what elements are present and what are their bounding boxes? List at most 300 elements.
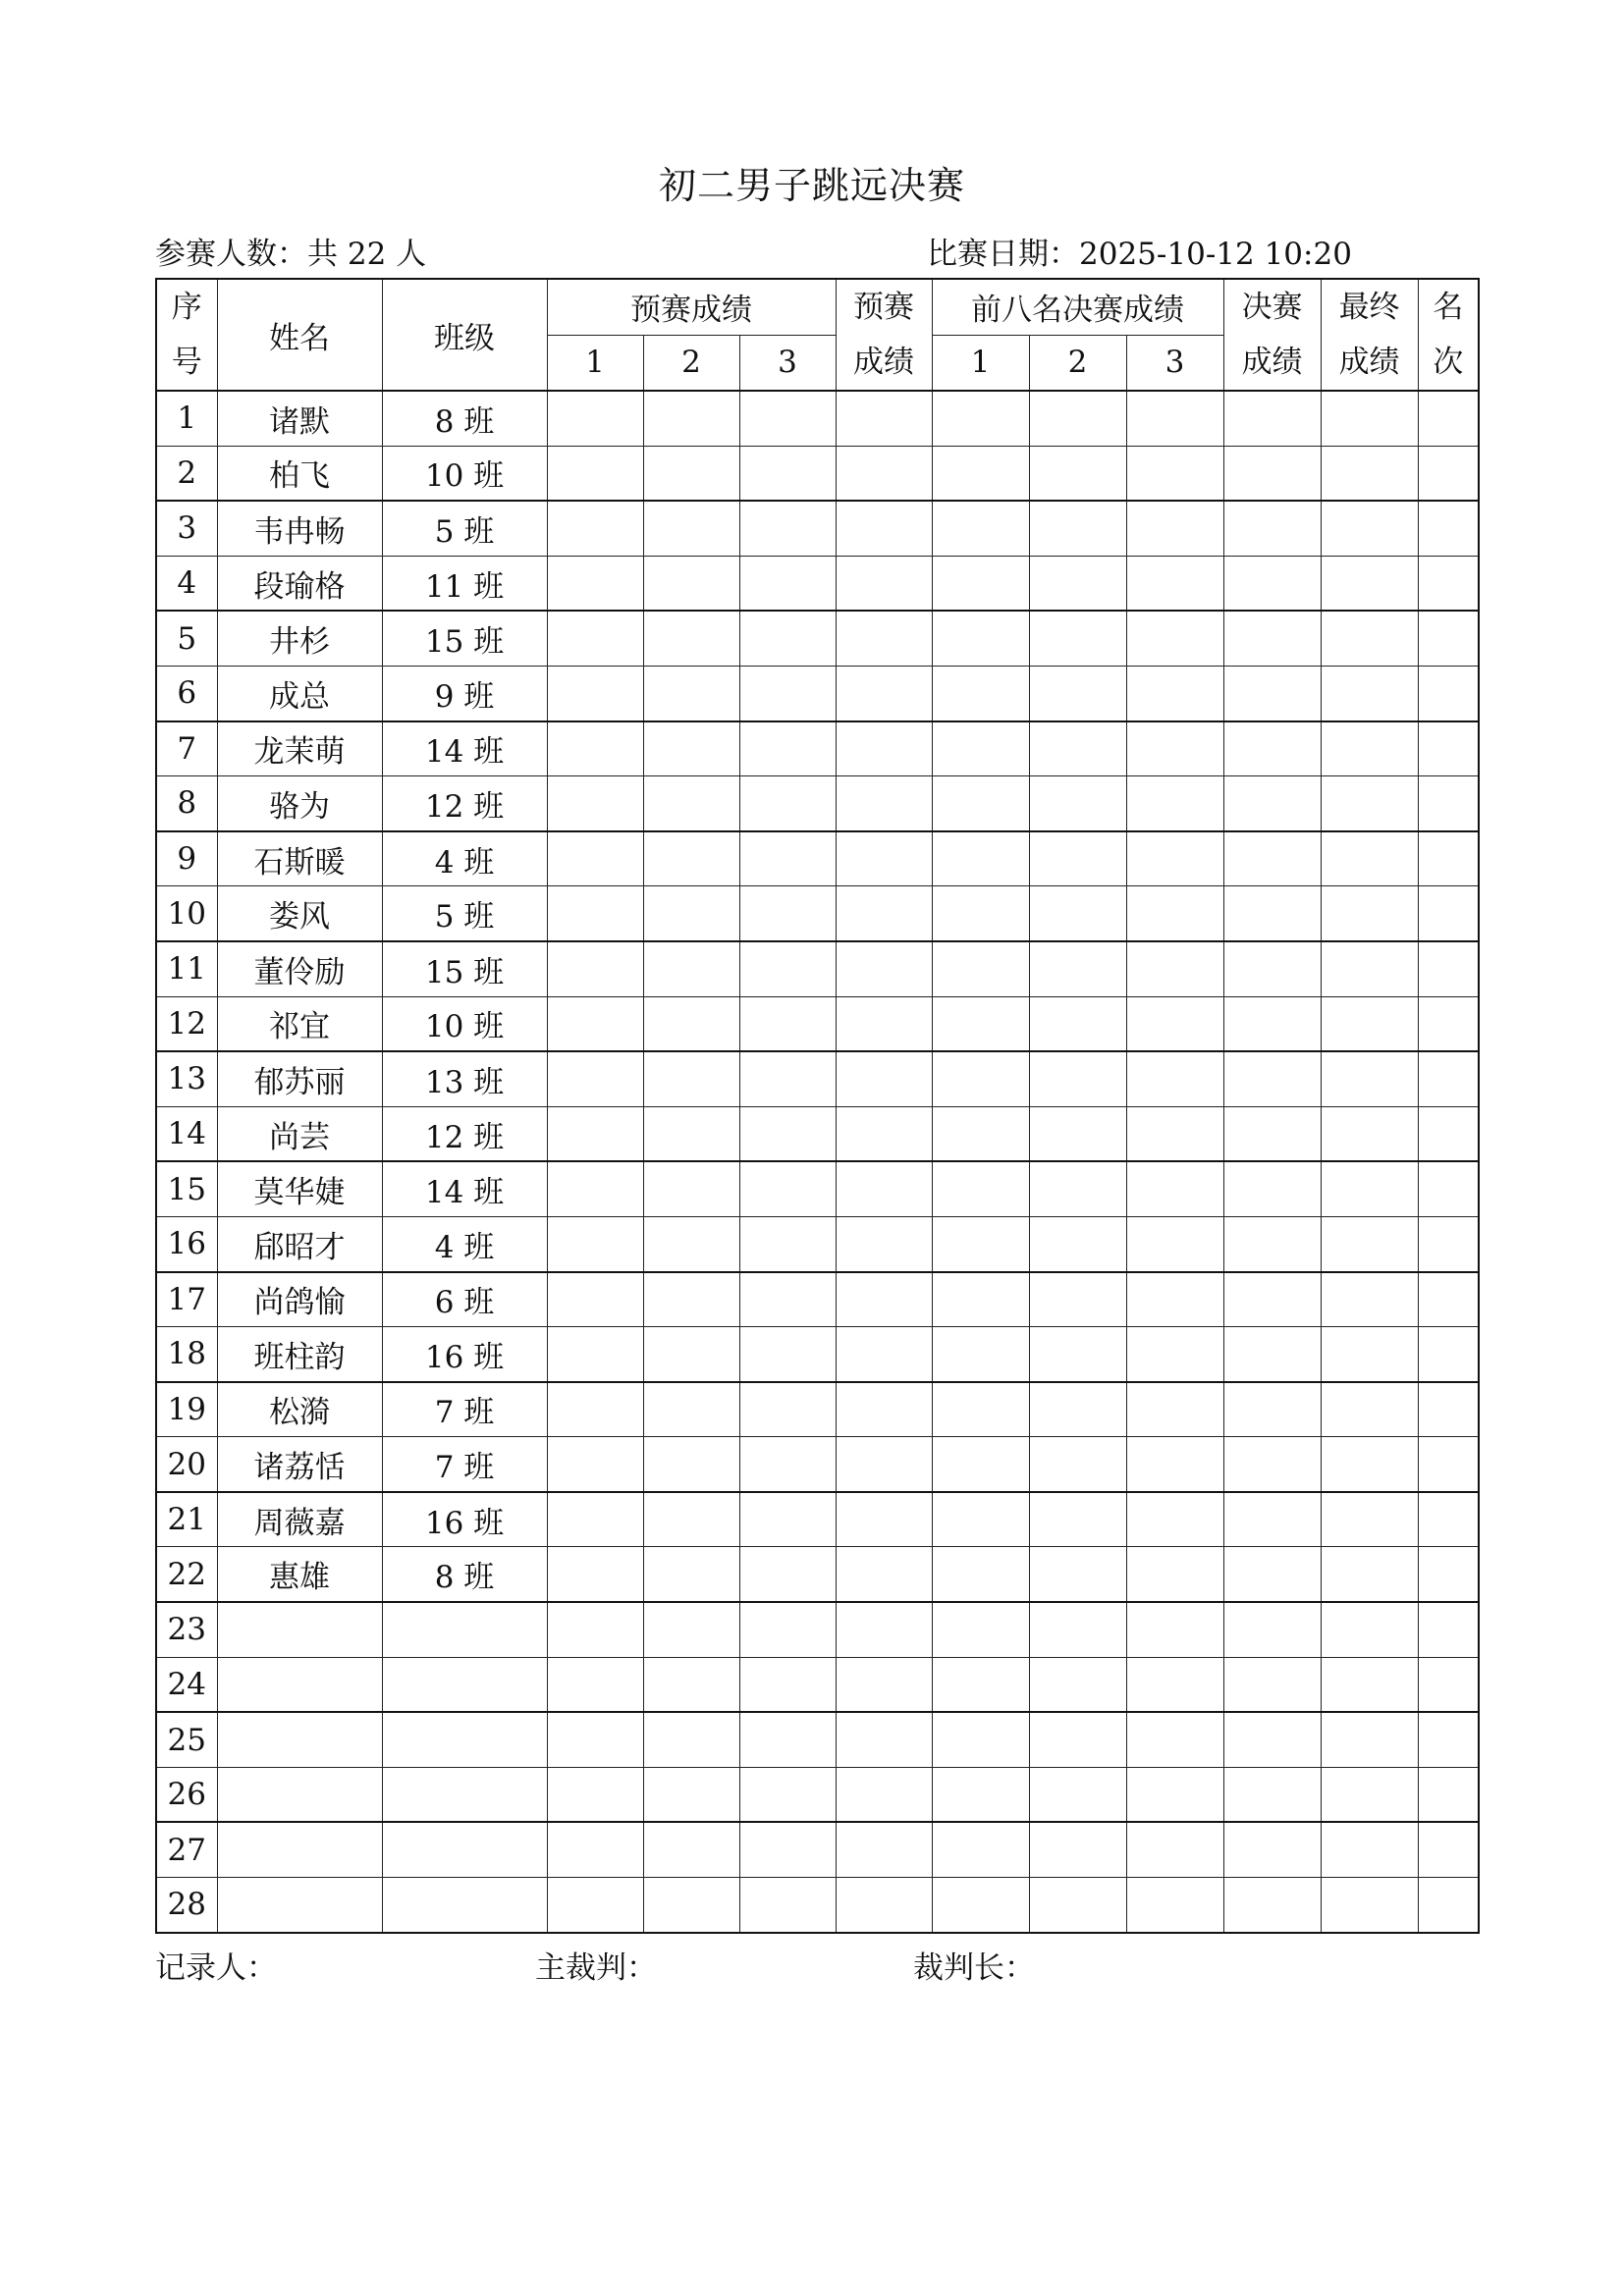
row-number: 3 bbox=[156, 501, 217, 556]
rank-cell[interactable] bbox=[1418, 1161, 1479, 1216]
prelim-attempt-1-cell[interactable] bbox=[547, 1712, 643, 1767]
final8-attempt-1-cell[interactable] bbox=[932, 996, 1029, 1051]
final-result-cell[interactable] bbox=[1223, 1547, 1321, 1602]
final-result-cell[interactable] bbox=[1223, 1822, 1321, 1877]
final-result-cell[interactable] bbox=[1223, 391, 1321, 446]
prelim-attempt-3-cell[interactable] bbox=[739, 831, 836, 886]
prelim-result-cell[interactable] bbox=[836, 831, 932, 886]
prelim-attempt-3-cell[interactable] bbox=[739, 1106, 836, 1161]
prelim-result-cell[interactable] bbox=[836, 391, 932, 446]
prelim-attempt-1-cell[interactable] bbox=[547, 721, 643, 776]
prelim-attempt-1-cell[interactable] bbox=[547, 446, 643, 501]
rank-cell[interactable] bbox=[1418, 1767, 1479, 1822]
final8-attempt-3-cell[interactable] bbox=[1126, 1216, 1223, 1271]
table-row bbox=[156, 1272, 1479, 1327]
prelim-result-cell[interactable] bbox=[836, 1437, 932, 1492]
prelim-attempt-2-cell[interactable] bbox=[643, 886, 739, 941]
overall-result-cell[interactable] bbox=[1321, 1767, 1418, 1822]
prelim-result-cell[interactable] bbox=[836, 996, 932, 1051]
final8-attempt-2-cell[interactable] bbox=[1029, 1051, 1126, 1106]
prelim-attempt-3-cell[interactable] bbox=[739, 941, 836, 996]
final-result-cell[interactable] bbox=[1223, 886, 1321, 941]
final8-attempt-3-cell[interactable] bbox=[1126, 1161, 1223, 1216]
final8-attempt-2-cell[interactable] bbox=[1029, 1216, 1126, 1271]
rank-cell[interactable] bbox=[1418, 666, 1479, 721]
final8-attempt-3-cell[interactable] bbox=[1126, 391, 1223, 446]
final8-attempt-1-cell[interactable] bbox=[932, 1822, 1029, 1877]
final-result-cell[interactable] bbox=[1223, 1106, 1321, 1161]
prelim-attempt-3-cell[interactable] bbox=[739, 1712, 836, 1767]
prelim-attempt-1-cell[interactable] bbox=[547, 1272, 643, 1327]
prelim-result-cell[interactable] bbox=[836, 1106, 932, 1161]
rank-cell[interactable] bbox=[1418, 1272, 1479, 1327]
overall-result-cell[interactable] bbox=[1321, 1437, 1418, 1492]
prelim-attempt-1-cell[interactable] bbox=[547, 776, 643, 831]
prelim-result-cell[interactable] bbox=[836, 886, 932, 941]
final8-attempt-2-cell[interactable] bbox=[1029, 1382, 1126, 1437]
prelim-result-cell[interactable] bbox=[836, 556, 932, 611]
overall-result-cell[interactable] bbox=[1321, 941, 1418, 996]
prelim-attempt-3-cell[interactable] bbox=[739, 446, 836, 501]
final8-attempt-3-cell[interactable] bbox=[1126, 1767, 1223, 1822]
final8-attempt-1-cell[interactable] bbox=[932, 556, 1029, 611]
overall-result-cell[interactable] bbox=[1321, 1712, 1418, 1767]
prelim-attempt-3-cell[interactable] bbox=[739, 1822, 836, 1877]
overall-result-cell[interactable] bbox=[1321, 886, 1418, 941]
final8-attempt-1-cell[interactable] bbox=[932, 1382, 1029, 1437]
final8-attempt-3-cell[interactable] bbox=[1126, 1712, 1223, 1767]
final-result-cell[interactable] bbox=[1223, 666, 1321, 721]
prelim-attempt-1-cell[interactable] bbox=[547, 1051, 643, 1106]
prelim-result-cell[interactable] bbox=[836, 1657, 932, 1712]
final8-attempt-1-cell[interactable] bbox=[932, 1657, 1029, 1712]
overall-result-cell[interactable] bbox=[1321, 666, 1418, 721]
header-final8-attempt-1: 1 bbox=[932, 335, 1029, 391]
final8-attempt-1-cell[interactable] bbox=[932, 1272, 1029, 1327]
final-result-cell[interactable] bbox=[1223, 776, 1321, 831]
final-result-cell[interactable] bbox=[1223, 1767, 1321, 1822]
prelim-attempt-3-cell[interactable] bbox=[739, 556, 836, 611]
final8-attempt-3-cell[interactable] bbox=[1126, 1437, 1223, 1492]
rank-cell[interactable] bbox=[1418, 1216, 1479, 1271]
overall-result-cell[interactable] bbox=[1321, 391, 1418, 446]
prelim-attempt-2-cell[interactable] bbox=[643, 1878, 739, 1933]
prelim-attempt-1-cell[interactable] bbox=[547, 611, 643, 666]
prelim-attempt-1-cell[interactable] bbox=[547, 941, 643, 996]
prelim-attempt-2-cell[interactable] bbox=[643, 1216, 739, 1271]
prelim-attempt-3-cell[interactable] bbox=[739, 1657, 836, 1712]
prelim-result-cell[interactable] bbox=[836, 446, 932, 501]
prelim-result-cell[interactable] bbox=[836, 1712, 932, 1767]
prelim-attempt-2-cell[interactable] bbox=[643, 556, 739, 611]
prelim-attempt-2-cell[interactable] bbox=[643, 1492, 739, 1547]
final-result-cell[interactable] bbox=[1223, 1657, 1321, 1712]
prelim-attempt-2-cell[interactable] bbox=[643, 501, 739, 556]
prelim-attempt-3-cell[interactable] bbox=[739, 1327, 836, 1382]
row-number: 26 bbox=[156, 1767, 217, 1822]
prelim-attempt-3-cell[interactable] bbox=[739, 721, 836, 776]
prelim-result-cell[interactable] bbox=[836, 941, 932, 996]
final8-attempt-1-cell[interactable] bbox=[932, 1216, 1029, 1271]
prelim-attempt-1-cell[interactable] bbox=[547, 1822, 643, 1877]
final8-attempt-1-cell[interactable] bbox=[932, 1602, 1029, 1657]
prelim-attempt-1-cell[interactable] bbox=[547, 1161, 643, 1216]
final-result-cell[interactable] bbox=[1223, 831, 1321, 886]
final8-attempt-1-cell[interactable] bbox=[932, 1878, 1029, 1933]
rank-cell[interactable] bbox=[1418, 1327, 1479, 1382]
final8-attempt-2-cell[interactable] bbox=[1029, 391, 1126, 446]
final8-attempt-1-cell[interactable] bbox=[932, 446, 1029, 501]
final-result-cell[interactable] bbox=[1223, 721, 1321, 776]
rank-cell[interactable] bbox=[1418, 1051, 1479, 1106]
prelim-attempt-2-cell[interactable] bbox=[643, 1547, 739, 1602]
prelim-result-cell[interactable] bbox=[836, 1382, 932, 1437]
overall-result-cell[interactable] bbox=[1321, 1327, 1418, 1382]
prelim-attempt-1-cell[interactable] bbox=[547, 1437, 643, 1492]
table-row bbox=[156, 1327, 1479, 1382]
final8-attempt-1-cell[interactable] bbox=[932, 721, 1029, 776]
row-number: 27 bbox=[156, 1822, 217, 1877]
final8-attempt-3-cell[interactable] bbox=[1126, 1657, 1223, 1712]
overall-result-cell[interactable] bbox=[1321, 1106, 1418, 1161]
prelim-attempt-2-cell[interactable] bbox=[643, 1106, 739, 1161]
prelim-attempt-3-cell[interactable] bbox=[739, 776, 836, 831]
final8-attempt-1-cell[interactable] bbox=[932, 1161, 1029, 1216]
table-row bbox=[156, 446, 1479, 501]
header-final-result: 决赛 成绩 bbox=[1223, 279, 1321, 391]
prelim-attempt-3-cell[interactable] bbox=[739, 1878, 836, 1933]
final8-attempt-3-cell[interactable] bbox=[1126, 1602, 1223, 1657]
final8-attempt-1-cell[interactable] bbox=[932, 1547, 1029, 1602]
final8-attempt-3-cell[interactable] bbox=[1126, 1327, 1223, 1382]
final8-attempt-1-cell[interactable] bbox=[932, 831, 1029, 886]
final8-attempt-2-cell[interactable] bbox=[1029, 1161, 1126, 1216]
final8-attempt-3-cell[interactable] bbox=[1126, 941, 1223, 996]
rank-cell[interactable] bbox=[1418, 501, 1479, 556]
prelim-attempt-3-cell[interactable] bbox=[739, 1272, 836, 1327]
prelim-attempt-1-cell[interactable] bbox=[547, 1492, 643, 1547]
final8-attempt-1-cell[interactable] bbox=[932, 1767, 1029, 1822]
overall-result-cell[interactable] bbox=[1321, 776, 1418, 831]
final8-attempt-3-cell[interactable] bbox=[1126, 1051, 1223, 1106]
final8-attempt-2-cell[interactable] bbox=[1029, 1272, 1126, 1327]
prelim-attempt-3-cell[interactable] bbox=[739, 391, 836, 446]
overall-result-cell[interactable] bbox=[1321, 1216, 1418, 1271]
final8-attempt-2-cell[interactable] bbox=[1029, 501, 1126, 556]
final8-attempt-2-cell[interactable] bbox=[1029, 1822, 1126, 1877]
row-number: 23 bbox=[156, 1602, 217, 1657]
final-result-cell[interactable] bbox=[1223, 1712, 1321, 1767]
prelim-result-cell[interactable] bbox=[836, 1272, 932, 1327]
final8-attempt-1-cell[interactable] bbox=[932, 886, 1029, 941]
final8-attempt-1-cell[interactable] bbox=[932, 1492, 1029, 1547]
final8-attempt-3-cell[interactable] bbox=[1126, 501, 1223, 556]
overall-result-cell[interactable] bbox=[1321, 721, 1418, 776]
prelim-attempt-3-cell[interactable] bbox=[739, 1216, 836, 1271]
prelim-result-cell[interactable] bbox=[836, 1547, 932, 1602]
final-result-cell[interactable] bbox=[1223, 611, 1321, 666]
athlete-class: 11 班 bbox=[382, 556, 547, 611]
prelim-attempt-2-cell[interactable] bbox=[643, 1437, 739, 1492]
overall-result-cell[interactable] bbox=[1321, 1822, 1418, 1877]
final8-attempt-3-cell[interactable] bbox=[1126, 446, 1223, 501]
final8-attempt-2-cell[interactable] bbox=[1029, 1437, 1126, 1492]
final8-attempt-2-cell[interactable] bbox=[1029, 556, 1126, 611]
overall-result-cell[interactable] bbox=[1321, 1602, 1418, 1657]
prelim-attempt-2-cell[interactable] bbox=[643, 1272, 739, 1327]
prelim-attempt-2-cell[interactable] bbox=[643, 446, 739, 501]
rank-cell[interactable] bbox=[1418, 721, 1479, 776]
final8-attempt-1-cell[interactable] bbox=[932, 501, 1029, 556]
final-result-cell[interactable] bbox=[1223, 1327, 1321, 1382]
prelim-result-cell[interactable] bbox=[836, 1767, 932, 1822]
prelim-attempt-2-cell[interactable] bbox=[643, 611, 739, 666]
final8-attempt-3-cell[interactable] bbox=[1126, 1106, 1223, 1161]
prelim-attempt-3-cell[interactable] bbox=[739, 1051, 836, 1106]
final8-attempt-2-cell[interactable] bbox=[1029, 886, 1126, 941]
final8-attempt-2-cell[interactable] bbox=[1029, 1878, 1126, 1933]
final8-attempt-1-cell[interactable] bbox=[932, 941, 1029, 996]
final8-attempt-2-cell[interactable] bbox=[1029, 776, 1126, 831]
prelim-attempt-2-cell[interactable] bbox=[643, 721, 739, 776]
rank-cell[interactable] bbox=[1418, 1547, 1479, 1602]
rank-cell[interactable] bbox=[1418, 996, 1479, 1051]
rank-cell[interactable] bbox=[1418, 776, 1479, 831]
overall-result-cell[interactable] bbox=[1321, 1492, 1418, 1547]
row-number: 4 bbox=[156, 556, 217, 611]
final-result-cell[interactable] bbox=[1223, 1878, 1321, 1933]
final8-attempt-2-cell[interactable] bbox=[1029, 1767, 1126, 1822]
final8-attempt-2-cell[interactable] bbox=[1029, 1712, 1126, 1767]
rank-cell[interactable] bbox=[1418, 556, 1479, 611]
prelim-attempt-3-cell[interactable] bbox=[739, 1547, 836, 1602]
final-result-cell[interactable] bbox=[1223, 1382, 1321, 1437]
prelim-result-cell[interactable] bbox=[836, 501, 932, 556]
prelim-attempt-2-cell[interactable] bbox=[643, 1767, 739, 1822]
overall-result-cell[interactable] bbox=[1321, 831, 1418, 886]
prelim-attempt-2-cell[interactable] bbox=[643, 776, 739, 831]
prelim-result-cell[interactable] bbox=[836, 1602, 932, 1657]
rank-cell[interactable] bbox=[1418, 1437, 1479, 1492]
final8-attempt-3-cell[interactable] bbox=[1126, 1547, 1223, 1602]
prelim-attempt-1-cell[interactable] bbox=[547, 556, 643, 611]
prelim-result-cell[interactable] bbox=[836, 611, 932, 666]
final8-attempt-3-cell[interactable] bbox=[1126, 556, 1223, 611]
prelim-attempt-3-cell[interactable] bbox=[739, 1602, 836, 1657]
prelim-attempt-2-cell[interactable] bbox=[643, 941, 739, 996]
prelim-attempt-3-cell[interactable] bbox=[739, 666, 836, 721]
final-result-cell[interactable] bbox=[1223, 1051, 1321, 1106]
prelim-attempt-3-cell[interactable] bbox=[739, 996, 836, 1051]
prelim-attempt-2-cell[interactable] bbox=[643, 666, 739, 721]
athlete-class: 5 班 bbox=[382, 501, 547, 556]
rank-cell[interactable] bbox=[1418, 941, 1479, 996]
final-result-cell[interactable] bbox=[1223, 556, 1321, 611]
prelim-attempt-1-cell[interactable] bbox=[547, 1327, 643, 1382]
prelim-attempt-3-cell[interactable] bbox=[739, 886, 836, 941]
final-result-cell[interactable] bbox=[1223, 1602, 1321, 1657]
final8-attempt-2-cell[interactable] bbox=[1029, 721, 1126, 776]
final8-attempt-2-cell[interactable] bbox=[1029, 831, 1126, 886]
athlete-name bbox=[217, 1878, 382, 1933]
final8-attempt-2-cell[interactable] bbox=[1029, 1602, 1126, 1657]
prelim-attempt-1-cell[interactable] bbox=[547, 1382, 643, 1437]
rank-cell[interactable] bbox=[1418, 1878, 1479, 1933]
final8-attempt-3-cell[interactable] bbox=[1126, 776, 1223, 831]
final8-attempt-1-cell[interactable] bbox=[932, 611, 1029, 666]
prelim-attempt-1-cell[interactable] bbox=[547, 1216, 643, 1271]
prelim-attempt-1-cell[interactable] bbox=[547, 886, 643, 941]
final8-attempt-1-cell[interactable] bbox=[932, 1712, 1029, 1767]
prelim-result-cell[interactable] bbox=[836, 1216, 932, 1271]
prelim-attempt-2-cell[interactable] bbox=[643, 1657, 739, 1712]
rank-cell[interactable] bbox=[1418, 1492, 1479, 1547]
table-row bbox=[156, 1161, 1479, 1216]
prelim-attempt-1-cell[interactable] bbox=[547, 1657, 643, 1712]
prelim-result-cell[interactable] bbox=[836, 1161, 932, 1216]
rank-cell[interactable] bbox=[1418, 1106, 1479, 1161]
final8-attempt-2-cell[interactable] bbox=[1029, 1327, 1126, 1382]
athlete-name: 韦冉畅 bbox=[217, 501, 382, 556]
table-row bbox=[156, 611, 1479, 666]
final8-attempt-2-cell[interactable] bbox=[1029, 1547, 1126, 1602]
prelim-attempt-1-cell[interactable] bbox=[547, 1547, 643, 1602]
rank-cell[interactable] bbox=[1418, 886, 1479, 941]
prelim-attempt-3-cell[interactable] bbox=[739, 1437, 836, 1492]
rank-cell[interactable] bbox=[1418, 1382, 1479, 1437]
prelim-attempt-1-cell[interactable] bbox=[547, 1602, 643, 1657]
final8-attempt-3-cell[interactable] bbox=[1126, 1878, 1223, 1933]
overall-result-cell[interactable] bbox=[1321, 611, 1418, 666]
athlete-class bbox=[382, 1712, 547, 1767]
prelim-attempt-1-cell[interactable] bbox=[547, 1878, 643, 1933]
prelim-attempt-2-cell[interactable] bbox=[643, 996, 739, 1051]
athlete-class bbox=[382, 1767, 547, 1822]
overall-result-cell[interactable] bbox=[1321, 1051, 1418, 1106]
final8-attempt-3-cell[interactable] bbox=[1126, 1822, 1223, 1877]
final8-attempt-2-cell[interactable] bbox=[1029, 1492, 1126, 1547]
overall-result-cell[interactable] bbox=[1321, 1161, 1418, 1216]
final8-attempt-1-cell[interactable] bbox=[932, 1106, 1029, 1161]
final8-attempt-3-cell[interactable] bbox=[1126, 1382, 1223, 1437]
prelim-result-cell[interactable] bbox=[836, 1327, 932, 1382]
prelim-attempt-1-cell[interactable] bbox=[547, 831, 643, 886]
final8-attempt-2-cell[interactable] bbox=[1029, 1657, 1126, 1712]
final8-attempt-1-cell[interactable] bbox=[932, 1437, 1029, 1492]
final-result-cell[interactable] bbox=[1223, 1161, 1321, 1216]
final-result-cell[interactable] bbox=[1223, 941, 1321, 996]
final-result-cell[interactable] bbox=[1223, 446, 1321, 501]
overall-result-cell[interactable] bbox=[1321, 446, 1418, 501]
rank-cell[interactable] bbox=[1418, 391, 1479, 446]
prelim-attempt-3-cell[interactable] bbox=[739, 1382, 836, 1437]
final8-attempt-3-cell[interactable] bbox=[1126, 611, 1223, 666]
prelim-attempt-3-cell[interactable] bbox=[739, 1767, 836, 1822]
final8-attempt-3-cell[interactable] bbox=[1126, 996, 1223, 1051]
prelim-result-cell[interactable] bbox=[836, 1878, 932, 1933]
rank-cell[interactable] bbox=[1418, 831, 1479, 886]
prelim-attempt-2-cell[interactable] bbox=[643, 1161, 739, 1216]
prelim-attempt-3-cell[interactable] bbox=[739, 611, 836, 666]
prelim-result-cell[interactable] bbox=[836, 1492, 932, 1547]
final8-attempt-3-cell[interactable] bbox=[1126, 721, 1223, 776]
table-header bbox=[156, 279, 1479, 391]
final-result-cell[interactable] bbox=[1223, 1437, 1321, 1492]
final8-attempt-1-cell[interactable] bbox=[932, 391, 1029, 446]
overall-result-cell[interactable] bbox=[1321, 556, 1418, 611]
rank-cell[interactable] bbox=[1418, 611, 1479, 666]
final8-attempt-3-cell[interactable] bbox=[1126, 1492, 1223, 1547]
rank-cell[interactable] bbox=[1418, 1712, 1479, 1767]
overall-result-cell[interactable] bbox=[1321, 1657, 1418, 1712]
prelim-attempt-2-cell[interactable] bbox=[643, 1327, 739, 1382]
prelim-attempt-2-cell[interactable] bbox=[643, 1712, 739, 1767]
rank-cell[interactable] bbox=[1418, 1602, 1479, 1657]
overall-result-cell[interactable] bbox=[1321, 1547, 1418, 1602]
overall-result-cell[interactable] bbox=[1321, 501, 1418, 556]
final8-attempt-3-cell[interactable] bbox=[1126, 1272, 1223, 1327]
final8-attempt-2-cell[interactable] bbox=[1029, 666, 1126, 721]
rank-cell[interactable] bbox=[1418, 446, 1479, 501]
final-result-cell[interactable] bbox=[1223, 501, 1321, 556]
final-result-cell[interactable] bbox=[1223, 1272, 1321, 1327]
final-result-cell[interactable] bbox=[1223, 1492, 1321, 1547]
prelim-attempt-2-cell[interactable] bbox=[643, 831, 739, 886]
prelim-attempt-1-cell[interactable] bbox=[547, 391, 643, 446]
prelim-attempt-1-cell[interactable] bbox=[547, 666, 643, 721]
prelim-attempt-2-cell[interactable] bbox=[643, 1602, 739, 1657]
final8-attempt-3-cell[interactable] bbox=[1126, 886, 1223, 941]
prelim-attempt-2-cell[interactable] bbox=[643, 391, 739, 446]
prelim-result-cell[interactable] bbox=[836, 721, 932, 776]
rank-cell[interactable] bbox=[1418, 1822, 1479, 1877]
prelim-attempt-1-cell[interactable] bbox=[547, 1767, 643, 1822]
final8-attempt-3-cell[interactable] bbox=[1126, 666, 1223, 721]
prelim-result-cell[interactable] bbox=[836, 666, 932, 721]
final8-attempt-2-cell[interactable] bbox=[1029, 941, 1126, 996]
rank-cell[interactable] bbox=[1418, 1657, 1479, 1712]
prelim-attempt-2-cell[interactable] bbox=[643, 1822, 739, 1877]
overall-result-cell[interactable] bbox=[1321, 996, 1418, 1051]
final8-attempt-1-cell[interactable] bbox=[932, 1327, 1029, 1382]
overall-result-cell[interactable] bbox=[1321, 1382, 1418, 1437]
prelim-attempt-1-cell[interactable] bbox=[547, 996, 643, 1051]
prelim-attempt-2-cell[interactable] bbox=[643, 1051, 739, 1106]
prelim-result-cell[interactable] bbox=[836, 1051, 932, 1106]
final-result-cell[interactable] bbox=[1223, 1216, 1321, 1271]
overall-result-cell[interactable] bbox=[1321, 1878, 1418, 1933]
final8-attempt-1-cell[interactable] bbox=[932, 666, 1029, 721]
prelim-result-cell[interactable] bbox=[836, 1822, 932, 1877]
prelim-attempt-3-cell[interactable] bbox=[739, 1161, 836, 1216]
prelim-attempt-2-cell[interactable] bbox=[643, 1382, 739, 1437]
final8-attempt-3-cell[interactable] bbox=[1126, 831, 1223, 886]
final8-attempt-2-cell[interactable] bbox=[1029, 996, 1126, 1051]
final8-attempt-2-cell[interactable] bbox=[1029, 611, 1126, 666]
final-result-cell[interactable] bbox=[1223, 996, 1321, 1051]
prelim-attempt-3-cell[interactable] bbox=[739, 501, 836, 556]
final8-attempt-1-cell[interactable] bbox=[932, 776, 1029, 831]
prelim-attempt-1-cell[interactable] bbox=[547, 1106, 643, 1161]
final8-attempt-2-cell[interactable] bbox=[1029, 1106, 1126, 1161]
final8-attempt-1-cell[interactable] bbox=[932, 1051, 1029, 1106]
prelim-attempt-1-cell[interactable] bbox=[547, 501, 643, 556]
prelim-attempt-3-cell[interactable] bbox=[739, 1492, 836, 1547]
final8-attempt-2-cell[interactable] bbox=[1029, 446, 1126, 501]
header-prelim-attempt-3: 3 bbox=[739, 335, 836, 391]
overall-result-cell[interactable] bbox=[1321, 1272, 1418, 1327]
prelim-result-cell[interactable] bbox=[836, 776, 932, 831]
